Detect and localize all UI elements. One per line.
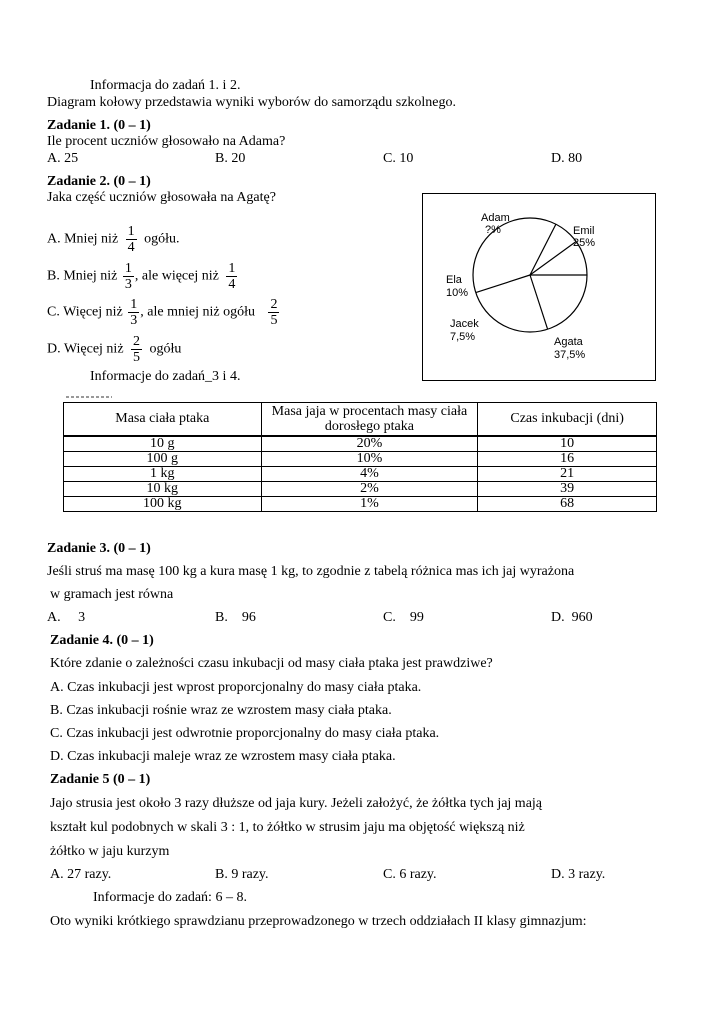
- task1-option-c: C. 10: [383, 151, 414, 166]
- task2-option-c: C. Więcej niż $\frac{1}{3}$ , ale mniej niż ogółu $\frac{2}{5}$: [47, 297, 278, 328]
- task5-title: Zadanie 5 (0 – 1): [50, 772, 151, 787]
- task3-option-c: C. 99: [383, 610, 424, 625]
- pie-label-jacek-value: 7,5%: [450, 331, 476, 343]
- task1-question: Ile procent uczniów głosowało na Adama?: [47, 134, 286, 149]
- fraction: $\frac{2}{5}$: [133, 334, 141, 365]
- task1-option-a: A. 25: [47, 151, 79, 166]
- intro3-text: Oto wyniki krótkiego sprawdzianu przeprowadzonego w trzech oddziałach II klasy gimnazjum:: [50, 914, 587, 929]
- table-cell: 100 kg: [64, 497, 262, 512]
- fraction: $\frac{1}{4}$: [228, 261, 236, 292]
- pie-label-emil-name: Emil: [573, 225, 595, 237]
- pie-label-jacek-name: Jacek: [450, 318, 479, 330]
- task3-option-d: D. 960: [551, 610, 593, 625]
- pie-label-emil-value: 25%: [573, 237, 596, 249]
- intro1-text: Diagram kołowy przedstawia wyniki wyborów do samorządu szkolnego.: [47, 95, 457, 110]
- table-row: [64, 467, 657, 482]
- fraction: $\frac{1}{3}$: [130, 297, 138, 328]
- table-row: [64, 452, 657, 467]
- task4-option-b: B. Czas inkubacji rośnie wraz ze wzrostem masy ciała ptaka.: [50, 703, 392, 718]
- table-header-row: [64, 403, 657, 437]
- pie-label-agata-value: 37,5%: [554, 349, 586, 361]
- table-row: [64, 497, 657, 512]
- table-cell: 10: [478, 436, 657, 452]
- task2-option-b: B. Mniej niż $\frac{1}{3}$ , ale więcej niż $\frac{1}{4}$: [47, 261, 236, 292]
- task2-option-d: D. Więcej niż $\frac{2}{5}$ ogółu: [47, 334, 182, 365]
- pie-label-ela-name: Ela: [446, 274, 462, 286]
- fraction: $\frac{2}{5}$: [270, 297, 278, 328]
- task5-option-b: B. 9 razy.: [215, 867, 269, 882]
- intro3-heading: Informacje do zadań: 6 – 8.: [93, 890, 247, 905]
- table-row: [64, 436, 657, 452]
- task1-title: Zadanie 1. (0 – 1): [47, 118, 151, 133]
- task4-question: Które zdanie o zależności czasu inkubacji od masy ciała ptaka jest prawdziwe?: [50, 656, 493, 671]
- task5-line2: kształt kul podobnych w skali 3 : 1, to żółtko w strusim jaju ma objętość większą niż: [50, 820, 525, 835]
- table-header-cell: Czas inkubacji (dni): [478, 403, 657, 437]
- pie-chart-frame: [422, 193, 656, 381]
- task5-option-a: A. 27 razy.: [50, 867, 112, 882]
- task2-option-a-suffix: ogółu.: [144, 231, 180, 247]
- task3-option-b: B. 96: [215, 610, 256, 625]
- table-cell: 1%: [261, 497, 478, 512]
- table-cell: 10 g: [64, 436, 262, 452]
- table-cell: 68: [478, 497, 657, 512]
- table-cell: 2%: [261, 482, 478, 497]
- task3-option-a: A. 3: [47, 610, 86, 625]
- task1-option-b: B. 20: [215, 151, 246, 166]
- table-cell: 100 g: [64, 452, 262, 467]
- table-row: [64, 482, 657, 497]
- table-header-cell: Masa jaja w procentach masy ciała dorosłego ptaka: [261, 403, 478, 437]
- task5-option-c: C. 6 razy.: [383, 867, 437, 882]
- table-cell: 20%: [261, 436, 478, 452]
- fraction: $\frac{1}{4}$: [127, 224, 135, 255]
- scan-artifact: [66, 396, 112, 398]
- table-cell: 10%: [261, 452, 478, 467]
- task3-line2: w gramach jest równa: [50, 587, 174, 602]
- task2-question: Jaka część uczniów głosowała na Agatę?: [47, 190, 276, 205]
- pie-label-adam-name: Adam: [481, 212, 510, 224]
- task4-option-c: C. Czas inkubacji jest odwrotnie proporcjonalny do masy ciała ptaka.: [50, 726, 440, 741]
- table-cell: 4%: [261, 467, 478, 482]
- task3-title: Zadanie 3. (0 – 1): [47, 541, 151, 556]
- pie-label-adam-value: ?%: [485, 224, 501, 236]
- task1-option-d: D. 80: [551, 151, 583, 166]
- task2-title: Zadanie 2. (0 – 1): [47, 174, 151, 189]
- task5-line3: żółtko w jaju kurzym: [50, 844, 170, 859]
- task5-option-d: D. 3 razy.: [551, 867, 606, 882]
- task2-option-a-prefix: A. Mniej niż: [47, 231, 119, 247]
- table-cell: 39: [478, 482, 657, 497]
- pie-label-agata-name: Agata: [554, 336, 583, 348]
- task5-line1: Jajo strusia jest około 3 razy dłuższe od jaja kury. Jeżeli założyć, że żółtka tych jaj mają: [50, 796, 543, 811]
- task4-title: Zadanie 4. (0 – 1): [50, 633, 154, 648]
- table-cell: 16: [478, 452, 657, 467]
- intro1-heading: Informacja do zadań 1. i 2.: [90, 78, 241, 93]
- table-cell: 21: [478, 467, 657, 482]
- table-header-cell: Masa ciała ptaka: [64, 403, 262, 437]
- table-cell: 10 kg: [64, 482, 262, 497]
- fraction: $\frac{1}{3}$: [124, 261, 132, 292]
- bird-data-table: [63, 402, 657, 512]
- task4-option-d: D. Czas inkubacji maleje wraz ze wzrostem masy ciała ptaka.: [50, 749, 396, 764]
- pie-label-ela-value: 10%: [446, 287, 469, 299]
- task3-line1: Jeśli struś ma masę 100 kg a kura masę 1 kg, to zgodnie z tabelą różnica mas ich jaj wyrażona: [47, 564, 575, 579]
- task2-option-a: [47, 224, 180, 255]
- intro2-heading: Informacje do zadań_3 i 4.: [90, 369, 241, 384]
- table-cell: 1 kg: [64, 467, 262, 482]
- task4-option-a: A. Czas inkubacji jest wprost proporcjonalny do masy ciała ptaka.: [50, 680, 422, 695]
